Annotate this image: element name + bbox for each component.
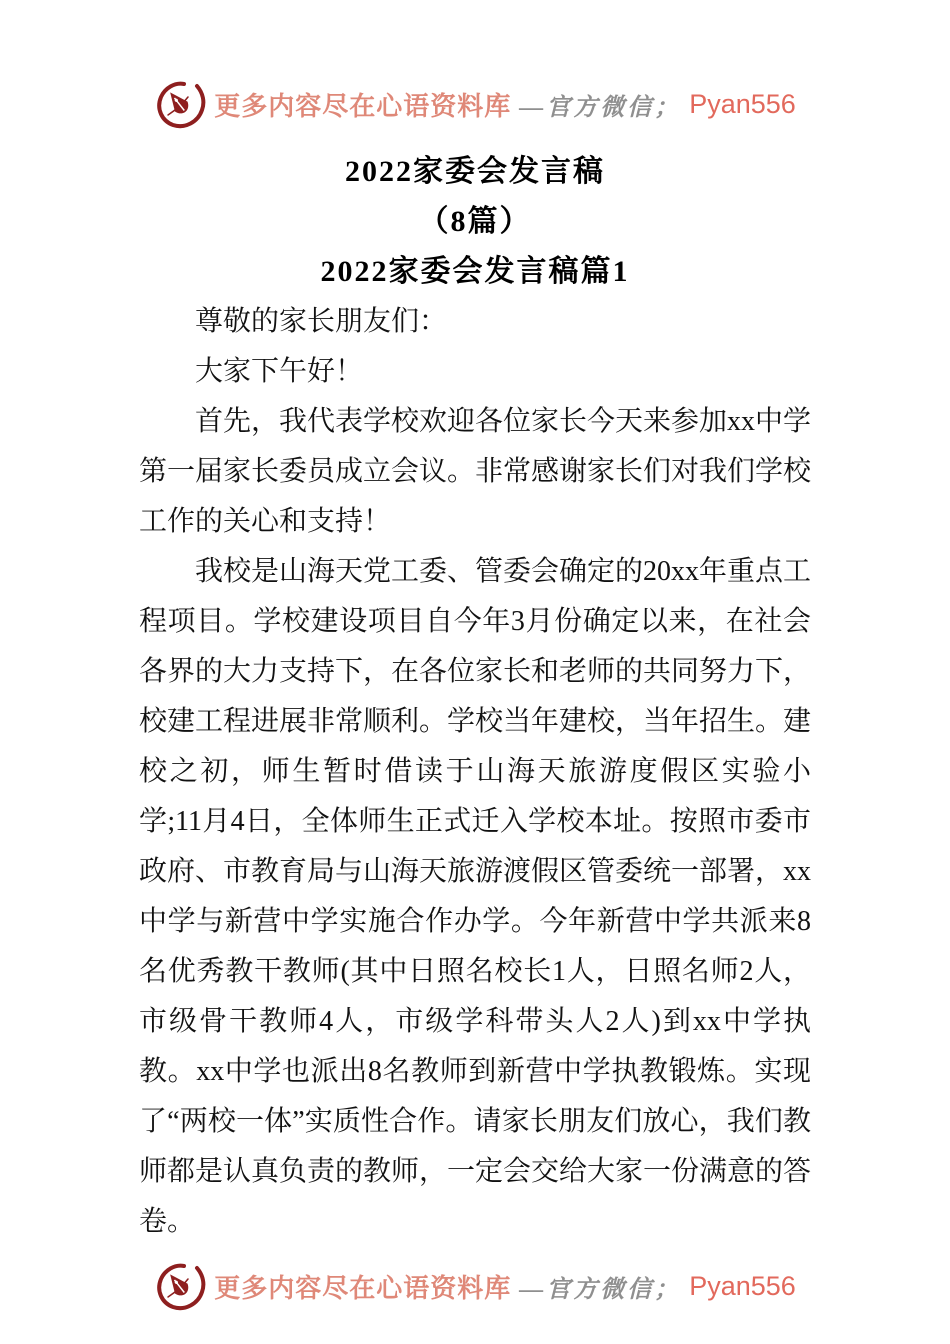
banner-brand-text: 更多内容尽在心语资料库: [214, 1273, 512, 1303]
pen-logo-icon: [154, 77, 206, 132]
paragraph-school-intro: 我校是山海天党工委、管委会确定的20xx年重点工程项目。学校建设项目自今年3月份确定以来，在社会各界的大力支持下，在各位家长和老师的共同努力下，校建工程进展非常顺利。学校当年建校，当年招生。建校之初，师生暂时借读于山海天旅游度假区实验小学;11月4日，全体师生正式迁入学校本址。按照市委市政府、市教育局与山海天旅游渡假区管委统一部署，xx中学与新营中学实施合作办学。今年新营中学共派来8名优秀教干教师(其中日照名校长1人，日照名师2人，市级骨干教师4人，市级学科带头人2人)到xx中学执教。xx中学也派出8名教师到新营中学执教锻炼。实现了“两校一体”实质性合作。请家长朋友们放心，我们教师都是认真负责的教师，一定会交给大家一份满意的答卷。: [139, 556, 812, 1237]
paragraph-salutation: 尊敬的家长朋友们：: [195, 306, 448, 337]
document-title: 2022家委会发言稿: [345, 155, 605, 188]
banner-wechat-id: Pyan556: [689, 1270, 796, 1301]
banner-wechat-label: —官方微信；: [519, 1276, 682, 1303]
document-subtitle: （8篇）: [418, 205, 532, 238]
banner-wechat-label: —官方微信；: [519, 94, 682, 121]
banner-brand-text: 更多内容尽在心语资料库: [214, 91, 512, 121]
section-heading: 2022家委会发言稿篇1: [320, 255, 630, 288]
title-block: [0, 147, 950, 297]
pen-logo-icon: [154, 1259, 206, 1314]
header-banner: [0, 75, 950, 133]
footer-banner: [0, 1257, 950, 1315]
paragraph-welcome: 首先，我代表学校欢迎各位家长今天来参加xx中学第一届家长委员成立会议。非常感谢家长们对我们学校工作的关心和支持！: [139, 406, 812, 537]
document-body: [139, 297, 811, 1247]
paragraph-greeting: 大家下午好！: [195, 356, 364, 387]
banner-wechat-id: Pyan556: [689, 88, 796, 119]
